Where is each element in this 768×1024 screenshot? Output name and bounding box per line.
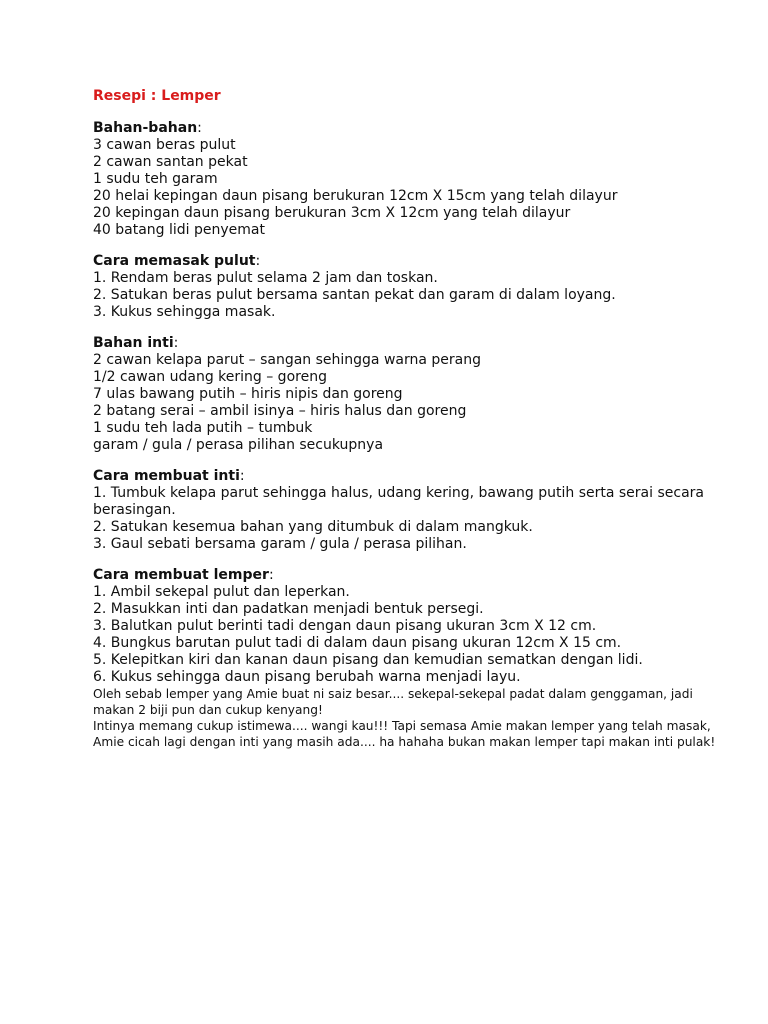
heading-colon: : [255,253,261,269]
section-heading [93,120,733,137]
list-item: 1 sudu teh lada putih – tumbuk [93,420,313,436]
list-item: 1 sudu teh garam [93,171,218,187]
list-item: 6. Kukus sehingga daun pisang berubah warna menjadi layu. [93,669,521,685]
list-item: 3. Balutkan pulut berinti tadi dengan daun pisang ukuran 3cm X 12 cm. [93,618,597,634]
list-item: 5. Kelepitkan kiri dan kanan daun pisang dan kemudian sematkan dengan lidi. [93,652,643,668]
list-item: 20 helai kepingan daun pisang berukuran 12cm X 15cm yang telah dilayur [93,188,618,204]
heading-colon: : [268,567,274,583]
list-item: 2. Masukkan inti dan padatkan menjadi bentuk persegi. [93,601,484,617]
list-item: 2 cawan kelapa parut – sangan sehingga warna perang [93,352,481,368]
recipe-title: Resepi : Lemper [93,88,221,104]
section-ingredients [93,120,733,239]
list-item: 4. Bungkus barutan pulut tadi di dalam daun pisang ukuran 12cm X 15 cm. [93,635,622,651]
heading-colon: : [197,120,202,136]
note-paragraph: Intinya memang cukup istimewa.... wangi kau!!! Tapi semasa Amie makan lemper yang telah masak, Amie cicah lagi dengan inti yang masih ada.... ha hahaha bukan makan lemper tapi makan inti pulak! [93,719,716,749]
list-item: 1. Tumbuk kelapa parut sehingga halus, udang kering, bawang putih serta serai secara berasingan. [93,485,704,518]
heading-text: Bahan-bahan [93,120,198,136]
heading-text: Cara membuat inti [93,468,240,484]
list-item: 1. Rendam beras pulut selama 2 jam dan toskan. [93,270,438,286]
list-item: 2. Satukan beras pulut bersama santan pekat dan garam di dalam loyang. [93,287,616,303]
section-heading [93,567,733,584]
list-item: 1. Ambil sekepal pulut dan leperkan. [93,584,350,600]
heading-colon: : [239,468,245,484]
section-heading [93,335,733,352]
list-item: 3. Gaul sebati bersama garam / gula / perasa pilihan. [93,536,467,552]
list-item: 2 cawan santan pekat [93,154,248,170]
list-item: 3. Kukus sehingga masak. [93,304,276,320]
heading-colon: : [173,335,179,351]
list-item: 20 kepingan daun pisang berukuran 3cm X 12cm yang telah dilayur [93,205,571,221]
section-make-filling [93,468,733,553]
note-paragraph: Oleh sebab lemper yang Amie buat ni saiz besar.... sekepal-sekepal padat dalam genggaman, jadi makan 2 biji pun dan cukup kenyang! [93,687,693,717]
list-item: garam / gula / perasa pilihan secukupnya [93,437,384,453]
list-item: 2 batang serai – ambil isinya – hiris halus dan goreng [93,403,467,419]
heading-text: Bahan inti [93,335,174,351]
list-item: 1/2 cawan udang kering – goreng [93,369,327,385]
section-filling-ingredients [93,335,733,454]
list-item: 40 batang lidi penyemat [93,222,265,238]
section-heading [93,468,733,485]
list-item: 3 cawan beras pulut [93,137,236,153]
section-make-lemper [93,567,733,686]
recipe-document [93,86,733,750]
list-item: 2. Satukan kesemua bahan yang ditumbuk di dalam mangkuk. [93,519,533,535]
list-item: 7 ulas bawang putih – hiris nipis dan goreng [93,386,403,402]
section-cook-rice [93,253,733,321]
section-heading [93,253,733,270]
heading-text: Cara memasak pulut [93,253,256,269]
heading-text: Cara membuat lemper [93,567,269,583]
